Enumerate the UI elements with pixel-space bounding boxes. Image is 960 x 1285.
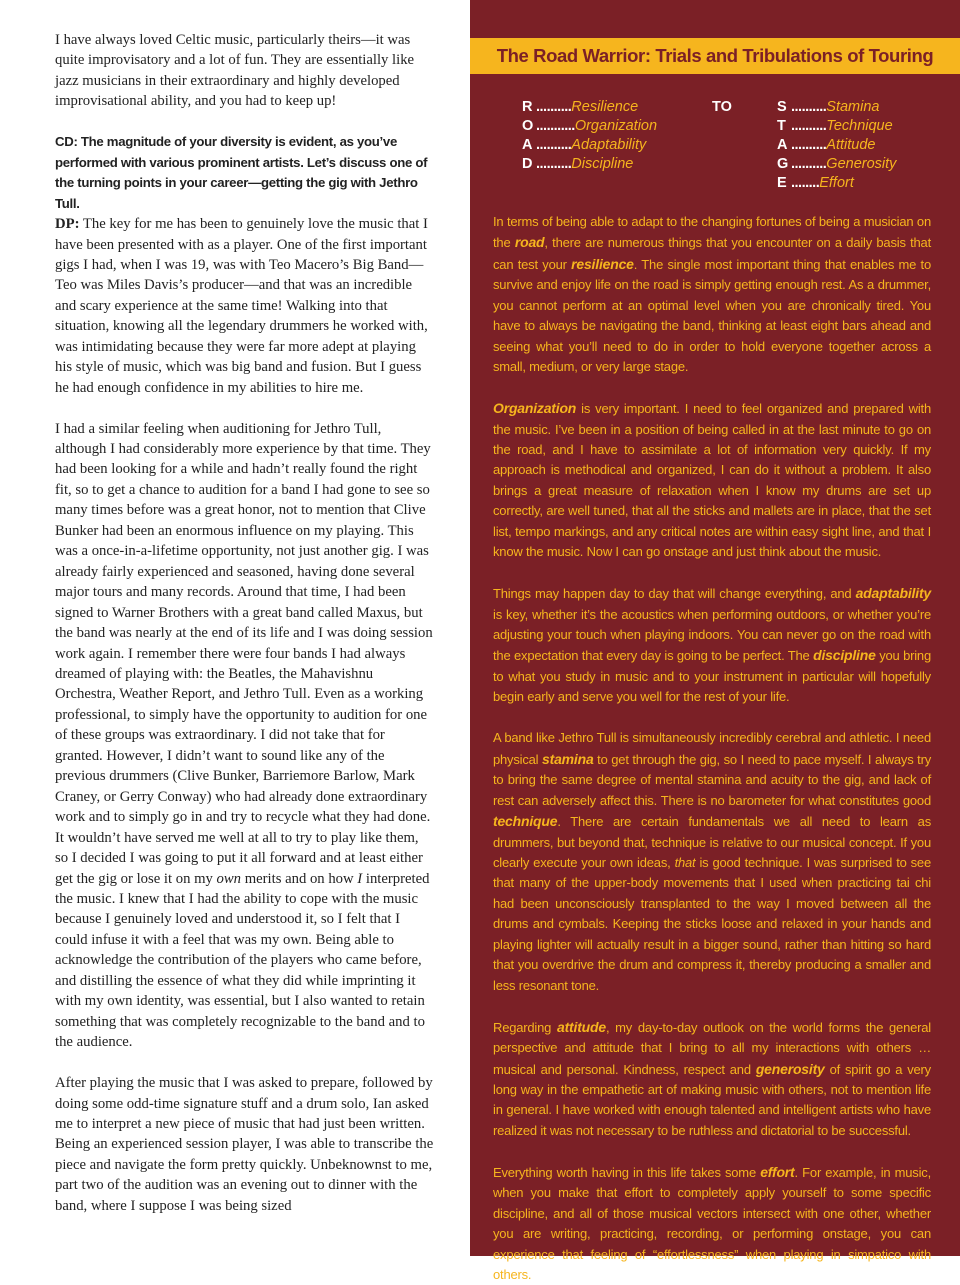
acronym-letter: S [777, 99, 787, 115]
paragraph-text: A band like Jethro Tull is simultaneously incredibly cerebral and athletic. I need physical [493, 730, 931, 767]
acronym-word: Technique [826, 118, 893, 134]
sidebar-body [493, 212, 931, 1285]
sidebar-title: The Road Warrior: Trials and Tribulations of Touring [470, 38, 960, 74]
interview-exchange [55, 132, 435, 398]
paragraph-text: to get through the gig, so I need to pace myself. I always try to bring the same degree of mental stamina and acuity to the gig, and lack of rest can adversely affect this. There is no barometer for what constitutes good [493, 751, 931, 808]
paragraph-text: , there are numerous things that you encounter on a daily basis that can test your [493, 235, 931, 272]
acronym-letter: A [777, 137, 788, 153]
keyword-highlight: road [514, 234, 545, 251]
acronym-word: Organization [574, 118, 658, 134]
acronym-road [522, 98, 657, 174]
acronym-letter: E [777, 175, 787, 191]
acronym-row [777, 136, 896, 155]
acronym-row [522, 155, 657, 174]
acronym-letter: G [777, 156, 789, 172]
sidebar-paragraph [493, 212, 931, 378]
acronym-letter: O [522, 118, 534, 134]
paragraph-text: Things may happen day to day that will change everything, and [493, 586, 856, 602]
paragraph-text: is key, whether it’s the acoustics when performing outdoors, or whether you’re adjusting your touch when playing indoors. You can never go on the road with the expectation that every day is going to be perfect. The [493, 606, 931, 664]
acronym-dots: .......... [791, 99, 827, 115]
acronym-dots: .......... [791, 156, 827, 172]
acronym-dots: .......... [791, 118, 827, 134]
sidebar-paragraph [493, 728, 931, 996]
acronym-word: Generosity [826, 156, 897, 172]
article-paragraph: I have always loved Celtic music, particularly theirs—it was quite improvisatory and a lot of fun. They are essentially like jazz musicians in their extraordinary and highly developed improvisational ability, and you had to keep up! [55, 32, 415, 110]
acronym-stage [777, 98, 896, 193]
keyword-highlight: effort [760, 1163, 795, 1180]
acronym-word: Attitude [826, 137, 876, 153]
acronym-row [777, 117, 896, 136]
acronym-word: Stamina [826, 99, 880, 115]
article-column [55, 30, 435, 1216]
acronym-dots: .......... [536, 156, 572, 172]
acronym-word: Resilience [571, 99, 639, 115]
acronym-row [777, 174, 896, 193]
paragraph-text: is very important. I need to feel organized and prepared with the music. I’ve been in a position of being called in at the last minute to go on the road, and I have to assimilate a lot of information very quickly. If my approach is methodical and organized, I can do it without a problem. It also brings a great measure of relaxation when I know my drums are set up correctly, are well tuned, that all the sticks and mallets are in place, that the set list, tempo markings, and any critical notes are within easy sight line, and that I know the music. Now I can go onstage and just think about the music. [493, 401, 931, 560]
acronym-word: Adaptability [571, 137, 647, 153]
keyword-highlight: resilience [571, 255, 634, 272]
interview-answer: The key for me has been to genuinely love the music that I have been presented with as a player. One of the first important gigs I had, when I was 19, was with Teo Macero’s Big Band—Teo was Miles Davis’s producer—and that was an incredible and scary experience at the same time! Walking into that situation, knowing all the legendary drummers he worked with, was intimidating because they were far more adept at playing his style of music, which was big band and fusion. But I guess he had enough confidence in my abilities to hire me. [55, 216, 428, 396]
acronym-dots: ........ [791, 175, 820, 191]
paragraph-text: interpreted the music. I knew that I had the ability to cope with the music because I genuinely loved and understood it, so I felt that I could infuse it with a feel that was my own. Being able to acknowledge the contribution of the players who came before, and distilling the essence of what they did while imprinting it with my own identity, was essential, but I also wanted to retain something that was completely recognizable to the band and to the audience. [55, 870, 430, 1051]
sidebar-box [470, 0, 960, 1283]
keyword-highlight: attitude [557, 1018, 606, 1035]
acronym-dots: .......... [536, 137, 572, 153]
acronym-row [777, 155, 896, 174]
sidebar-paragraph [493, 398, 931, 563]
acronym-dots: .......... [791, 137, 827, 153]
keyword-highlight: adaptability [855, 585, 931, 602]
acronym-word: Effort [819, 175, 854, 191]
paragraph-text: In terms of being able to adapt to the changing fortunes of being a musician on the [493, 214, 931, 251]
acronym-row [522, 136, 657, 155]
article-paragraph: After playing the music that I was asked to prepare, followed by doing some odd-time signature stuff and a drum solo, Ian asked me to interpret a new piece of music that had just been written. Being an experienced session player, I was able to transcribe the piece and navigate the form pretty quickly. Unbeknownst to me, part two of the audition was an evening out to dinner with the band, where I suppose I was being sized [55, 1075, 434, 1214]
article-paragraph [55, 419, 435, 1053]
sidebar-paragraph [493, 583, 931, 708]
acronym-dots: .......... [536, 99, 572, 115]
acronym-letter: T [777, 118, 786, 134]
paragraph-text: . The single most important thing that enables me to survive and enjoy life on the road is simply getting enough rest. As a drummer, you cannot perform at an optimal level when you are chronically tired. You have to always be navigating the band, thinking at least eight bars ahead and seeing what you’ll need to do in order to hold everyone together across a small, medium, or very large stage. [493, 256, 931, 375]
paragraph-text: of spirit go a very long way in the empathetic art of making music with others, not to mention life in general. I have worked with enough talented and intelligent artists who have realized it was not necessary to be ruthless and dictatorial to be successful. [493, 1061, 931, 1138]
speaker-label: DP: [55, 216, 80, 233]
emphasis-text: I [357, 870, 363, 887]
keyword-highlight: Organization [493, 400, 577, 417]
paragraph-text: , my day-to-day outlook on the world forms the general perspective and attitude that I bring to all my interactions with others … musical and personal. Kindness, respect and [493, 1019, 931, 1077]
paragraph-text: . There are certain fundamentals we all need to learn as drummers, but beyond that, technique is relative to our musical concept. If you clearly execute your own ideas, [493, 814, 931, 870]
acronym-letter: A [522, 137, 533, 153]
paragraph-text: merits and on how [241, 870, 358, 887]
paragraph-text: Everything worth having in this life takes some [493, 1164, 761, 1180]
keyword-highlight: discipline [813, 647, 876, 664]
emphasis-text: that [674, 855, 696, 870]
paragraph-text: is good technique. I was surprised to see that many of the upper-body movements that I used when practicing tai chi had been unconsciously transplanted to the way I moved between all the drums and cymbals. Keeping the sticks loose and relaxed in your hands and playing lighter will actually result in a bigger sound, rather than hitting so hard that you overdrive the drum and compress it, thereby producing a smaller and less resonant tone. [493, 855, 931, 993]
acronym-dots: ........... [536, 118, 575, 134]
acronym-row [522, 98, 657, 117]
paragraph-text: I had a similar feeling when auditioning for Jethro Tull, although I had considerably more experience by that time. They had been looking for a while and hadn’t really found the right fit, so to get a chance to audition for a band I had gone to see so many times before was a great honor, not to mention that Clive Bunker had been an enormous influence on my playing. This was a once-in-a-lifetime opportunity, not just another gig. I was already fairly experienced and seasoned, having done several major tours and many records. Around that time, I had been signed to Warner Brothers with a great band called Maxus, but the band was nearly at the end of its life and I was doing session work again. I remember there were four bands I had always dreamed of playing with: the Beatles, the Mahavishnu Orchestra, Weather Report, and Jethro Tull. Even as a working professional, to simply have the opportunity to audition for one of these groups was extraordinary. I did not take that for granted. However, I didn’t want to sound like any of the previous drummers (Clive Bunker, Barriemore Barlow, Mark Craney, or Gerry Conway) who had already done extraordinary work and to simply go in and try to recycle what they had done. It wouldn’t have served me well at all to try to play like them, so I decided I was going to put it all forward and at least either get the gig or lose it on my [55, 420, 433, 887]
sidebar-paragraph [493, 1162, 931, 1285]
acronym-word: Discipline [571, 156, 634, 172]
acronym-letter: R [522, 99, 533, 115]
keyword-highlight: technique [493, 813, 558, 830]
paragraph-text: you bring to what you study in music and to your instrument in particular will hopefully begin early and serve you well for the rest of your life. [493, 648, 931, 705]
paragraph-text: . For example, in music, when you make that effort to completely apply yourself to some specific discipline, and all of those musical vectors intersect with one other, whether you are writing, practicing, recording, or performing onstage, you can experience that feeling of “effortlessness” when playing in simpatico with others. [493, 1164, 931, 1283]
acronym-connector: TO [712, 99, 732, 115]
paragraph-text: Regarding [493, 1019, 557, 1035]
interview-question: CD: The magnitude of your diversity is evident, as you’ve performed with various prominent artists. Let’s discuss one of the turning points in your career—getting the gig with Jethro Tull. [55, 134, 428, 211]
acronym-letter: D [522, 156, 533, 172]
emphasis-text: own [216, 870, 242, 887]
acronym-row [522, 117, 657, 136]
acronym-row [777, 98, 896, 117]
keyword-highlight: stamina [542, 750, 594, 767]
keyword-highlight: generosity [755, 1060, 825, 1077]
sidebar-paragraph [493, 1017, 931, 1142]
